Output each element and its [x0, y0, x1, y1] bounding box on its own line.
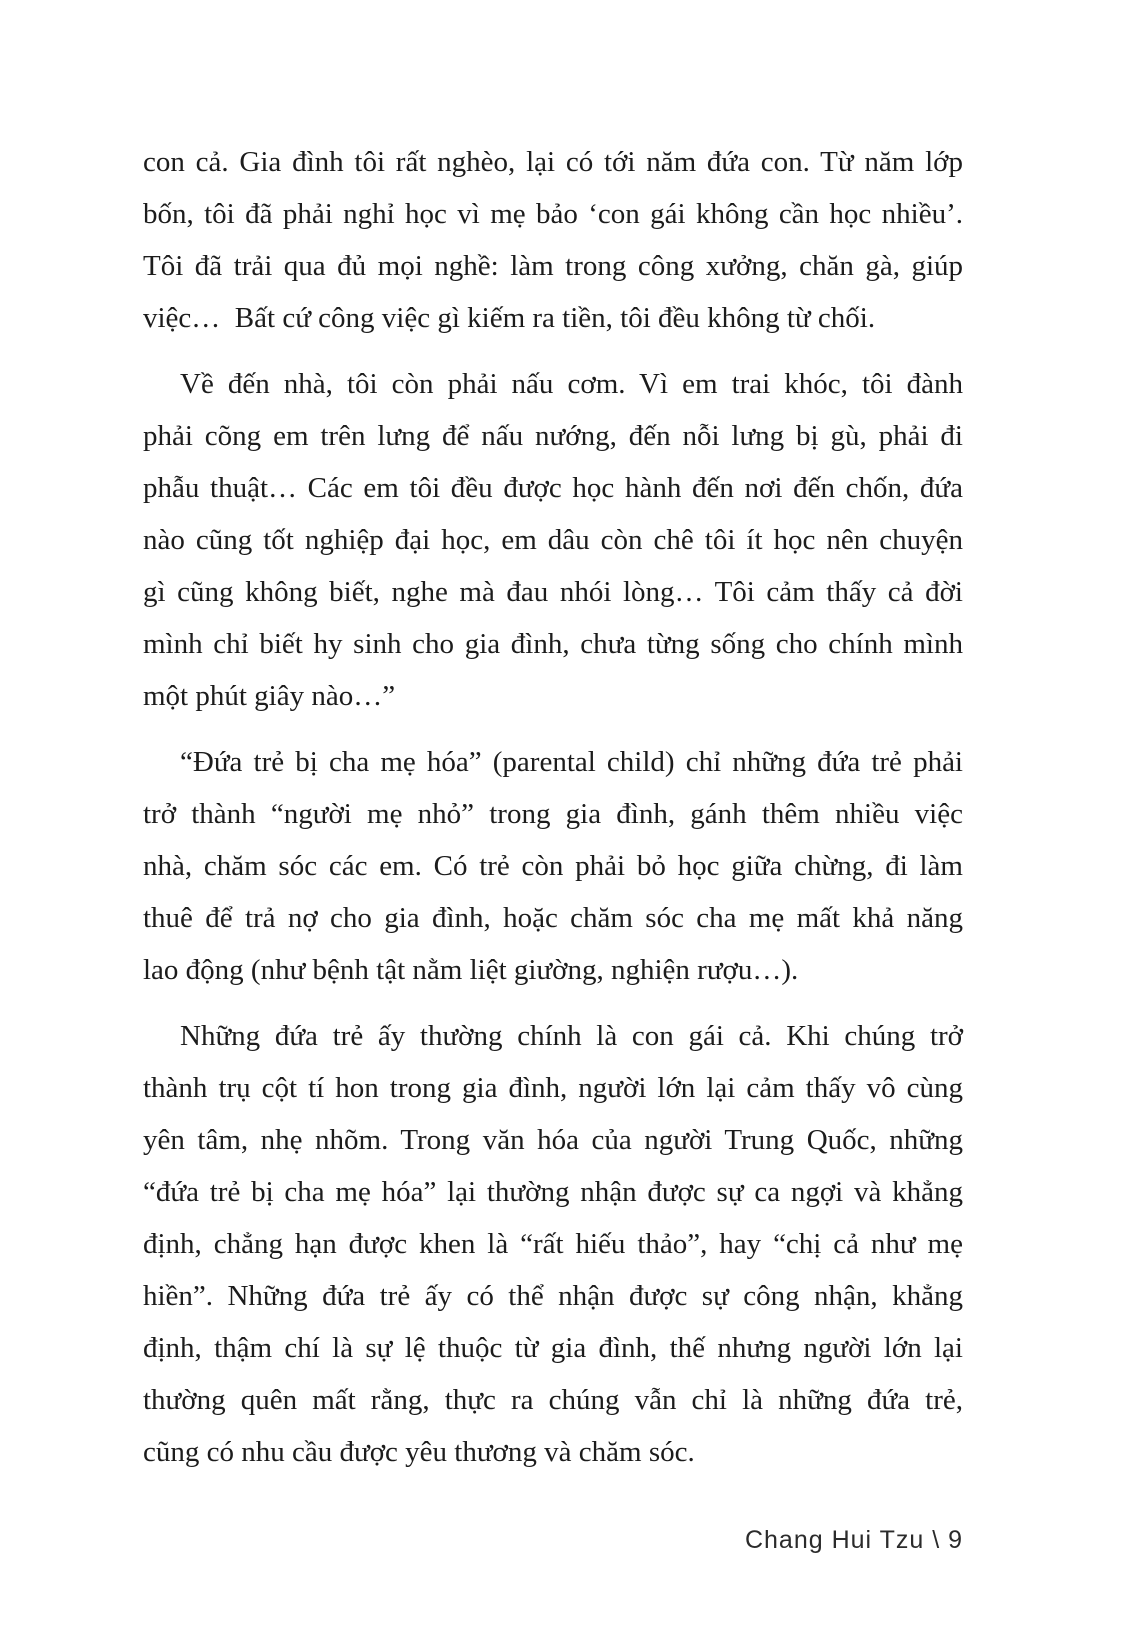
- text-line: “đứa trẻ bị cha mẹ hóa” lại thường nhận được sự ca ngợi và khẳng: [143, 1176, 963, 1208]
- paragraph: [143, 358, 963, 722]
- footer-author-page-number: Chang Hui Tzu \ 9: [744, 1526, 963, 1554]
- text-line: nào cũng tốt nghiệp đại học, em dâu còn chê tôi ít học nên chuyện: [143, 524, 963, 556]
- text-line: Tôi đã trải qua đủ mọi nghề: làm trong công xưởng, chăn gà, giúp: [143, 250, 963, 282]
- text-line: phẫu thuật… Các em tôi đều được học hành đến nơi đến chốn, đứa: [143, 472, 963, 504]
- text-line: thuê để trả nợ cho gia đình, hoặc chăm sóc cha mẹ mất khả năng: [143, 902, 963, 934]
- text-line: Những đứa trẻ ấy thường chính là con gái cả. Khi chúng trở: [180, 1020, 963, 1052]
- text-line: một phút giây nào…”: [143, 680, 396, 712]
- text-line: thường quên mất rằng, thực ra chúng vẫn chỉ là những đứa trẻ,: [143, 1384, 963, 1416]
- text-line: Về đến nhà, tôi còn phải nấu cơm. Vì em trai khóc, tôi đành: [180, 368, 963, 400]
- body-text: [143, 136, 963, 1478]
- text-line: việc… Bất cứ công việc gì kiếm ra tiền, tôi đều không từ chối.: [143, 302, 876, 334]
- text-line: định, thậm chí là sự lệ thuộc từ gia đình, thế nhưng người lớn lại: [143, 1332, 963, 1364]
- text-line: cũng có nhu cầu được yêu thương và chăm sóc.: [143, 1436, 695, 1468]
- text-line: “Đứa trẻ bị cha mẹ hóa” (parental child) chỉ những đứa trẻ phải: [180, 746, 963, 778]
- text-line: bốn, tôi đã phải nghỉ học vì mẹ bảo ‘con gái không cần học nhiều’.: [143, 198, 963, 230]
- text-line: thành trụ cột tí hon trong gia đình, người lớn lại cảm thấy vô cùng: [143, 1072, 963, 1104]
- text-line: trở thành “người mẹ nhỏ” trong gia đình, gánh thêm nhiều việc: [143, 798, 963, 830]
- text-line: mình chỉ biết hy sinh cho gia đình, chưa từng sống cho chính mình: [143, 628, 963, 660]
- text-line: gì cũng không biết, nghe mà đau nhói lòng… Tôi cảm thấy cả đời: [143, 576, 963, 608]
- text-line: hiền”. Những đứa trẻ ấy có thể nhận được sự công nhận, khẳng: [143, 1280, 963, 1312]
- page-footer: [745, 1524, 963, 1556]
- text-line: lao động (như bệnh tật nằm liệt giường, nghiện rượu…).: [143, 954, 799, 986]
- paragraph: [143, 1010, 963, 1478]
- text-line: con cả. Gia đình tôi rất nghèo, lại có tới năm đứa con. Từ năm lớp: [143, 146, 963, 178]
- text-line: yên tâm, nhẹ nhõm. Trong văn hóa của người Trung Quốc, những: [143, 1124, 963, 1156]
- paragraph: [143, 736, 963, 996]
- text-line: phải cõng em trên lưng để nấu nướng, đến nỗi lưng bị gù, phải đi: [143, 420, 963, 452]
- paragraph: [143, 136, 963, 344]
- text-line: định, chẳng hạn được khen là “rất hiếu thảo”, hay “chị cả như mẹ: [143, 1228, 963, 1260]
- text-line: nhà, chăm sóc các em. Có trẻ còn phải bỏ học giữa chừng, đi làm: [143, 850, 963, 882]
